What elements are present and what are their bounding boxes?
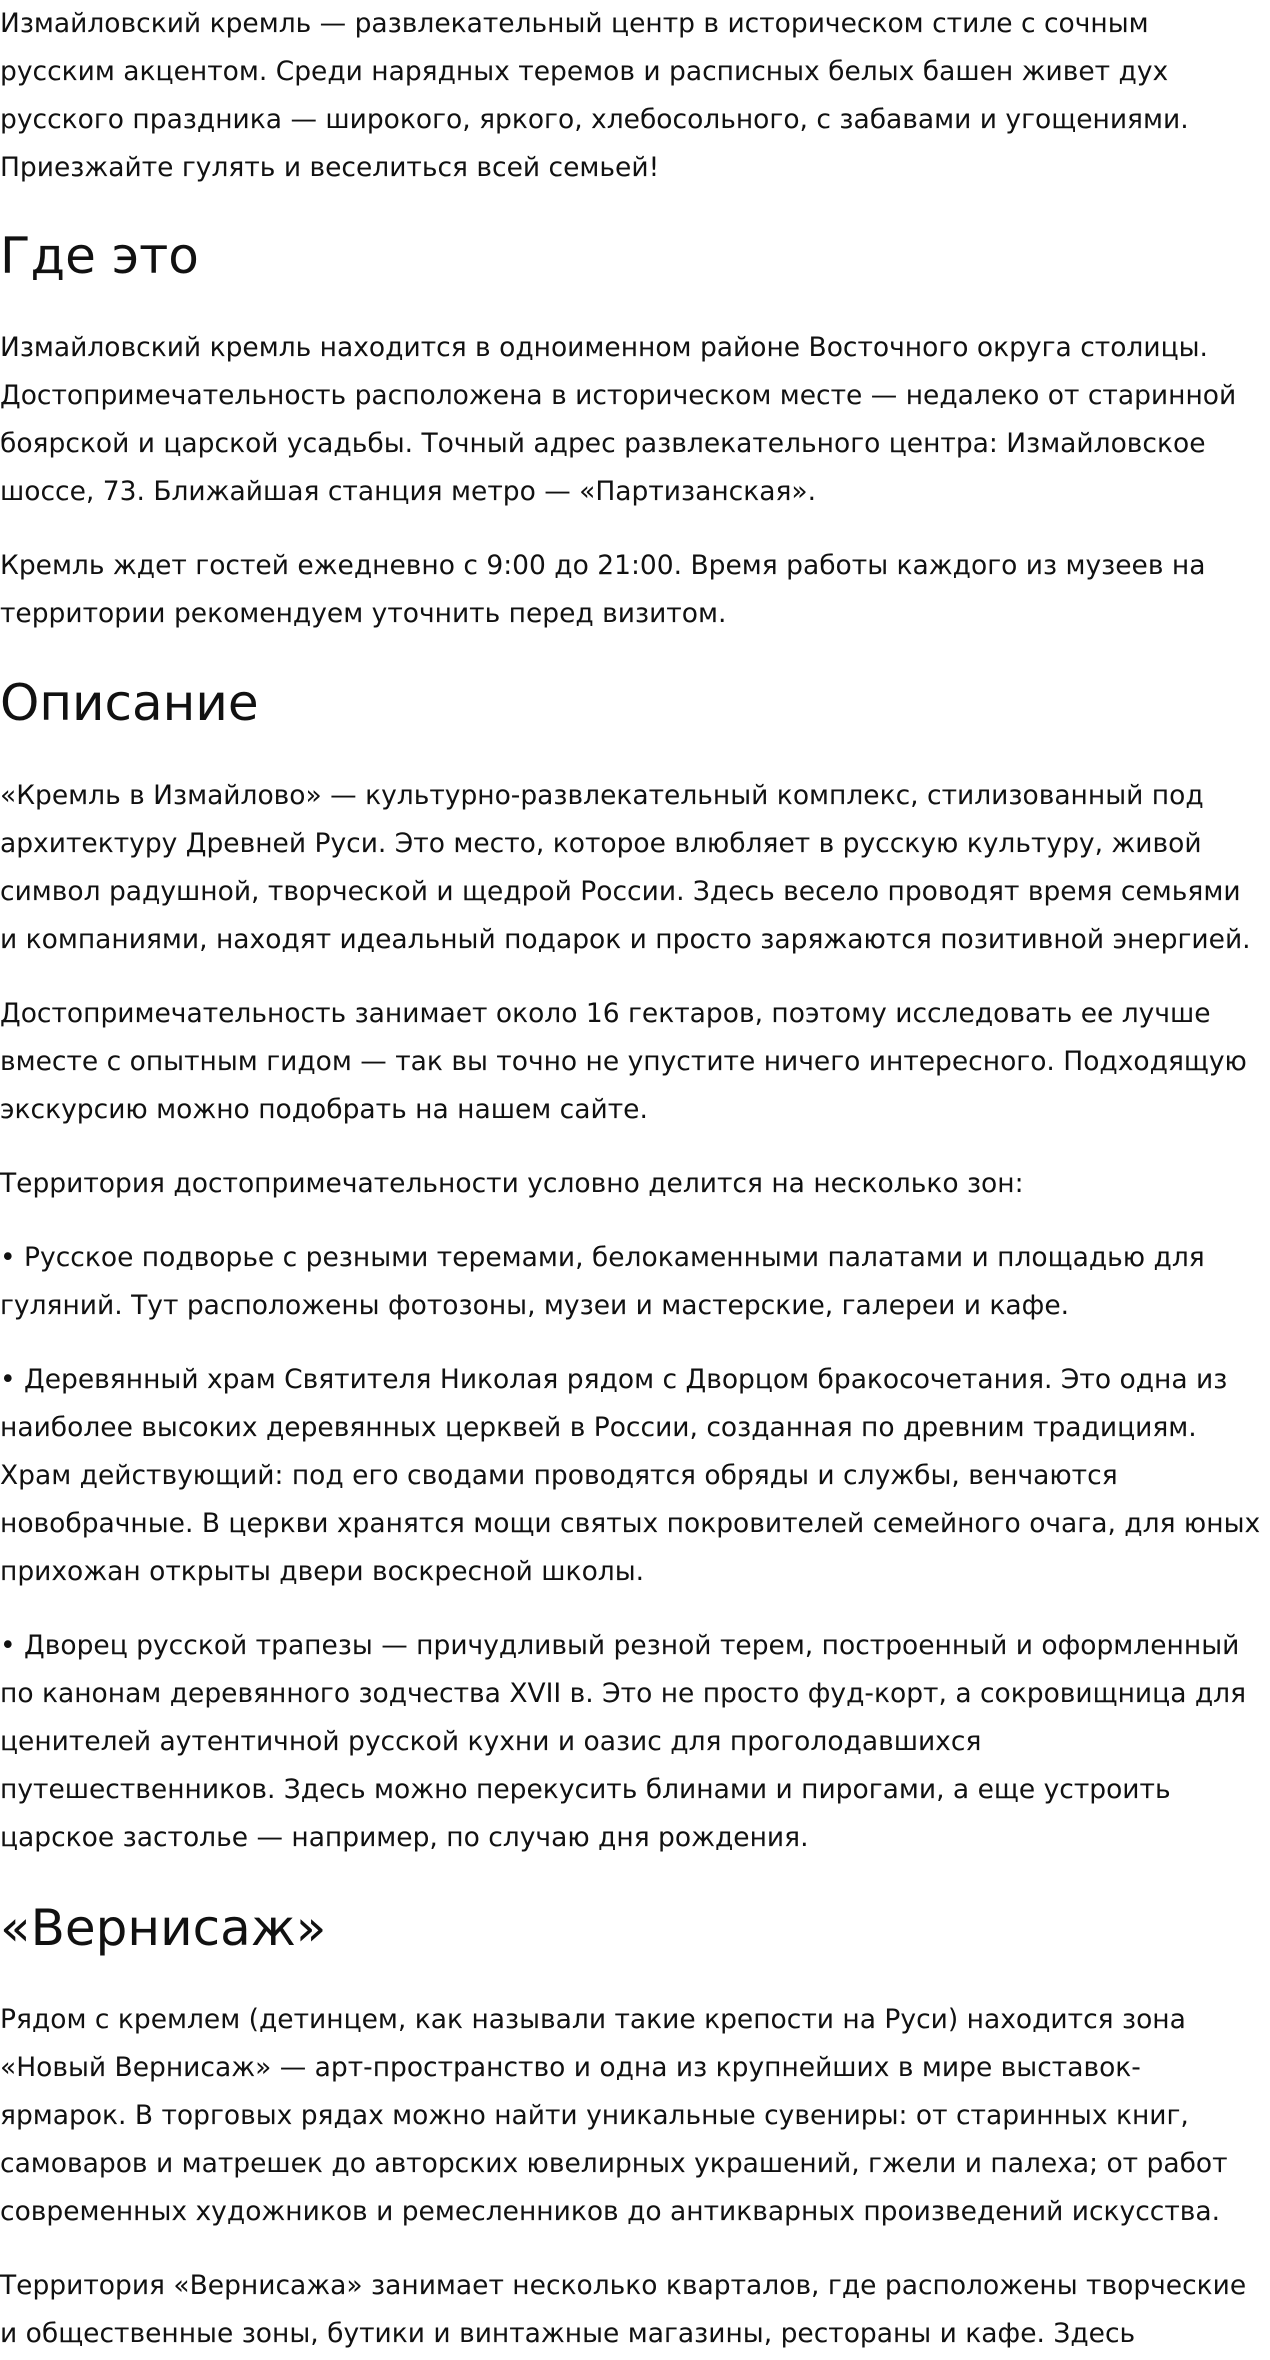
vernissage-paragraph-intro: Рядом с кремлем (детинцем, как называли такие крепости на Руси) находится зона «Новый Вернисаж» — арт-пространство и одна из крупнейших в мире выставок-ярмарок. В торговых рядах можно найти уникальные сувениры: от старинных книг, самоваров и матрешек до авторских ювелирных украшений, гжели и палеха; от работ современных художников и ремесленников до антикварных произведений искусства. [0,2004,1228,2227]
zone-list-item-trapeza-palace: • Дворец русской трапезы — причудливый резной терем, построенный и оформленный по канонам деревянного зодчества XVII в. Это не просто фуд-корт, а сокровищница для ценителей аутентичной русской кухни и оазис для проголодавшихся путешественников. Здесь можно перекусить блинами и пирогами, а еще устроить царское застолье — например, по случаю дня рождения. [0,1630,1247,1853]
zone-list-item-russian-yard: • Русское подворье с резными теремами, белокаменными палатами и площадью для гуляний. Тут расположены фотозоны, музеи и мастерские, галереи и кафе. [0,1242,1205,1321]
where-paragraph-location: Измайловский кремль находится в одноименном районе Восточного округа столицы. Достопримечательность расположена в историческом месте — недалеко от старинной боярской и царской усадьбы. Точный адрес развлекательного центра: Измайловское шоссе, 73. Ближайшая станция метро — «Партизанская». [0,332,1237,507]
zone-list-item-wooden-church: • Деревянный храм Святителя Николая рядом с Дворцом бракосочетания. Это одна из наиболее высоких деревянных церквей в России, созданная по древним традициям. Храм действующий: под его сводами проводятся обряды и службы, венчаются новобрачные. В церкви хранятся мощи святых покровителей семейного очага, для юных прихожан открыты двери воскресной школы. [0,1364,1261,1587]
section-heading-vernissage: «Вернисаж» [0,1899,327,1957]
section-heading-where: Где это [0,227,199,285]
section-heading-description: Описание [0,674,259,732]
description-paragraph-overview: «Кремль в Измайлово» — культурно-развлекательный комплекс, стилизованный под архитектуру Древней Руси. Это место, которое влюбляет в русскую культуру, живой символ радушной, творческой и щедрой России. Здесь весело проводят время семьями и компаниями, находят идеальный подарок и просто заряжаются позитивной энергией. [0,780,1251,955]
description-paragraph-zones: Территория достопримечательности условно делится на несколько зон: [0,1168,1024,1199]
where-paragraph-hours: Кремль ждет гостей ежедневно с 9:00 до 21:00. Время работы каждого из музеев на территории рекомендуем уточнить перед визитом. [0,550,1206,629]
description-paragraph-area: Достопримечательность занимает около 16 гектаров, поэтому исследовать ее лучше вместе с опытным гидом — так вы точно не упустите ничего интересного. Подходящую экскурсию можно подобрать на нашем сайте. [0,998,1247,1125]
vernissage-paragraph-territory: Территория «Вернисажа» занимает несколько кварталов, где расположены творческие и общественные зоны, бутики и винтажные магазины, рестораны и кафе. Здесь [0,2270,1247,2349]
intro-paragraph: Измайловский кремль — развлекательный центр в историческом стиле с сочным русским акцентом. Среди нарядных теремов и расписных белых башен живет дух русского праздника — широкого, яркого, хлебосольного, с забавами и угощениями. Приезжайте гулять и веселиться всей семьей! [0,8,1189,183]
